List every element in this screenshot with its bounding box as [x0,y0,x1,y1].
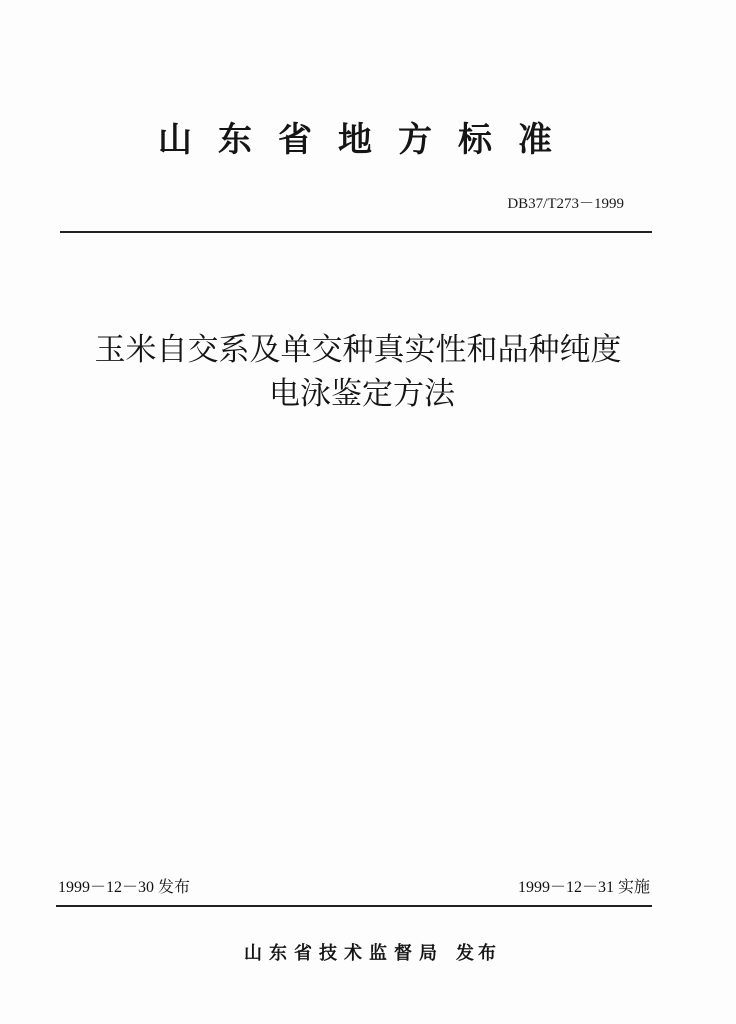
standard-type-heading: 山东省地方标准 [158,120,578,160]
top-divider [60,231,652,233]
standard-code: DB37/T273－1999 [507,196,624,212]
bottom-divider [56,905,652,907]
title-line-2: 电泳鉴定方法 [269,376,455,412]
effective-date: 1999－12－31 实施 [517,879,650,896]
title-line-1: 玉米自交系及单交种真实性和品种纯度 [94,332,622,368]
issue-date: 1999－12－30 发布 [58,879,191,896]
publisher-suffix: 发布 [456,943,500,964]
document-title [0,328,736,416]
publisher-line [0,939,736,965]
publisher-name: 山东省技术监督局 [244,943,444,964]
